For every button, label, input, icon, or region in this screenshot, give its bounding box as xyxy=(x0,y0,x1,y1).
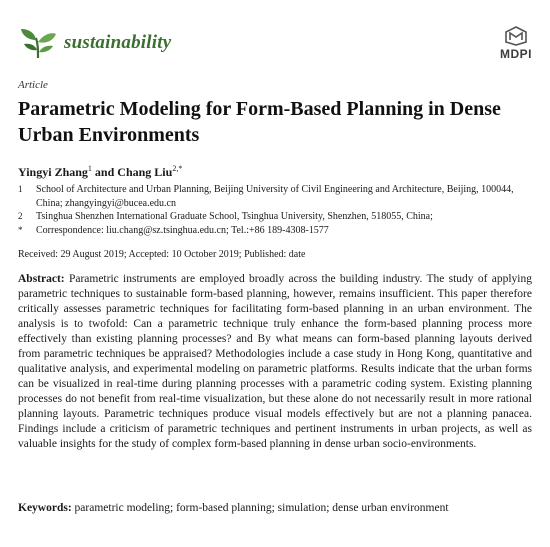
abstract xyxy=(18,272,532,452)
journal-name: sustainability xyxy=(64,32,172,53)
correspondence-mark: * xyxy=(18,224,23,235)
abstract-label: Abstract: xyxy=(18,273,65,285)
publication-dates: Received: 29 August 2019; Accepted: 10 October 2019; Published: date xyxy=(18,249,306,260)
journal-logo[interactable] xyxy=(18,26,171,60)
affiliation-mark: 1 xyxy=(18,184,23,194)
author-joiner: and xyxy=(91,165,118,179)
author-name[interactable]: Chang Liu xyxy=(117,165,173,179)
abstract-text: Parametric instruments are employed broadly across the building industry. The study of applying parametric techniques to sustainable form-based planning, however, remains insufficient. This paper therefore critically assesses parametric techniques for facilitating form-based planning in an urban environment. The analysis is to twofold: Can a parametric technique truly enhance the form-based planning process more effectively than existing planning processes? and By what means can form-based planning layouts derived from parametric techniques be appraised? Methodologies include a case study in Hong Kong, quantitative and qualitative analysis, and experimental modeling on parametric platforms. Results indicate that the urban forms can be visualized in real-time during planning processes with a parametric coding system. Existing planning processes do not benefit from real-time visualization, but these alone do not necessarily result in more rational planning layouts. Parametric techniques produce visual models effectively but are not a planning panacea. Findings include a criticism of parametric techniques and pertinent instruments in urban projects, as well as valuable insights for the study of complex form-based planning in dense urban socio-environments. xyxy=(18,273,532,450)
keywords xyxy=(18,502,532,514)
affiliation-mark: 2 xyxy=(18,211,23,221)
keywords-label: Keywords: xyxy=(18,502,72,514)
paper-title: Parametric Modeling for Form-Based Planning in Dense Urban Environments xyxy=(18,98,501,146)
affiliation-item xyxy=(18,183,533,210)
leaf-sprout-icon xyxy=(18,26,58,60)
publisher-logo[interactable] xyxy=(500,26,532,61)
affiliation-text: School of Architecture and Urban Planning, Beijing University of Civil Engineering and Architecture, Beijing, 100044, China; zhangyingyi@bucea.edu.cn xyxy=(36,184,514,209)
affiliations-list xyxy=(18,183,533,237)
mdpi-logo-icon xyxy=(502,26,530,46)
keywords-text: parametric modeling; form-based planning; simulation; dense urban environment xyxy=(74,502,449,514)
affiliation-item xyxy=(18,210,533,224)
article-type: Article xyxy=(18,79,48,91)
author-line xyxy=(18,164,182,180)
correspondence-item xyxy=(18,224,533,238)
author-affiliation-mark: 1 xyxy=(87,164,92,173)
correspondence-text: Correspondence: liu.chang@sz.tsinghua.edu.cn; Tel.:+86 189-4308-1577 xyxy=(36,224,329,236)
journal-header xyxy=(18,26,532,66)
author-name[interactable]: Yingyi Zhang xyxy=(18,165,88,179)
affiliation-text: Tsinghua Shenzhen International Graduate School, Tsinghua University, Shenzhen, 518055, China; xyxy=(36,211,433,222)
author-affiliation-mark: 2,* xyxy=(172,164,183,173)
publisher-name: MDPI xyxy=(500,47,532,61)
